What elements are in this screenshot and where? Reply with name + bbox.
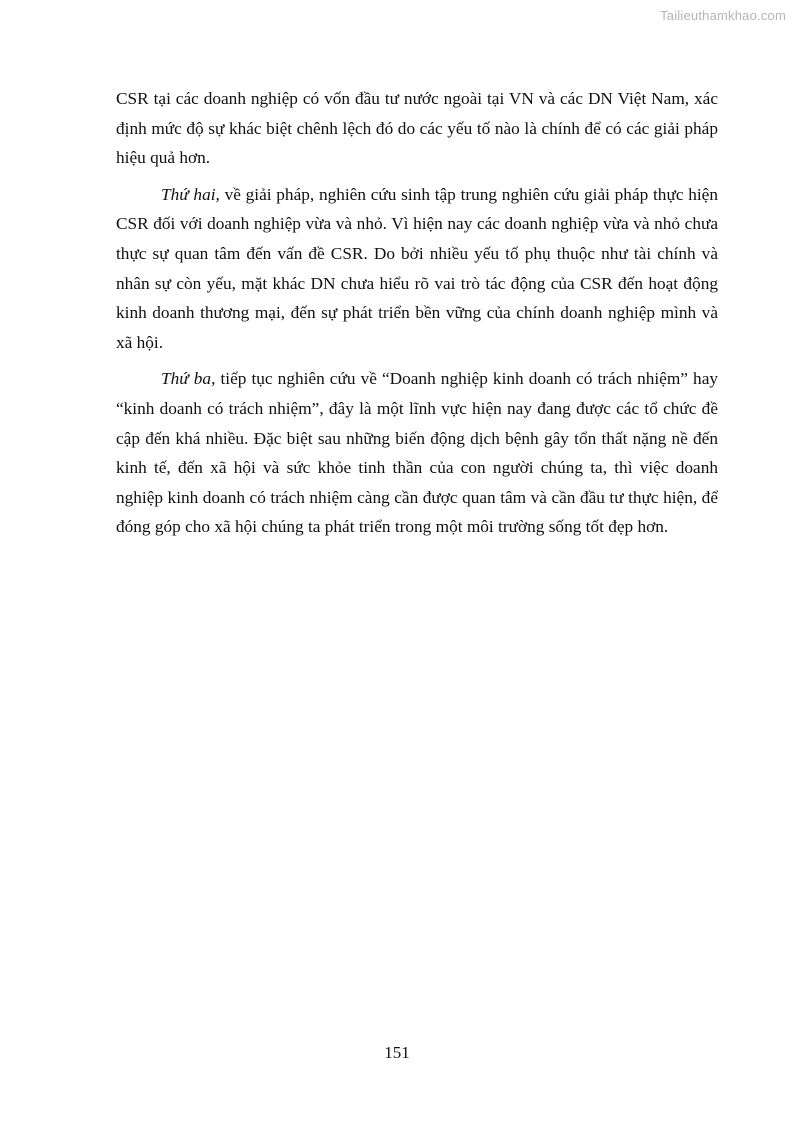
paragraph-text: CSR tại các doanh nghiệp có vốn đầu tư nước ngoài tại VN và các DN Việt Nam, xác định mức độ sự khác biệt chênh lệch đó do các yếu tố nào là chính để có các giải pháp hiệu quả hơn. — [116, 89, 718, 168]
paragraph-text: , tiếp tục nghiên cứu về “Doanh nghiệp kinh doanh có trách nhiệm” hay “kinh doanh có trách nhiệm”, đây là một lĩnh vực hiện nay đang được các tổ chức đề cập đến khá nhiều. Đặc biệt sau những biến động dịch bệnh gây tổn thất nặng nề đến kinh tế, đến xã hội và sức khỏe tinh thần của con người chúng ta, thì việc doanh nghiệp kinh doanh có trách nhiệm càng cần được quan tâm và cần đầu tư thực hiện, để đóng góp cho xã hội chúng ta phát triển trong một môi trường sống tốt đẹp hơn. — [116, 369, 719, 537]
paragraph-continuation — [116, 84, 718, 173]
paragraph-lead: Thứ ba — [161, 369, 212, 389]
paragraph-thu-ba — [116, 364, 718, 542]
paragraph-text: về giải pháp, nghiên cứu sinh tập trung nghiên cứu giải pháp thực hiện CSR đối với doanh nghiệp vừa và nhỏ. Vì hiện nay các doanh nghiệp vừa và nhỏ chưa thực sự quan tâm đến vấn đề CSR. Do bởi nhiều yếu tố phụ thuộc như tài chính và nhân sự còn yếu, mặt khác DN chưa hiểu rõ vai trò tác động của CSR đến hoạt động kinh doanh thương mại, đến sự phát triển bền vững của chính doanh nghiệp mình và xã hội. — [116, 184, 718, 352]
paragraph-thu-hai — [116, 180, 718, 358]
page-number: 151 — [384, 1043, 410, 1062]
paragraph-lead: Thứ hai, — [161, 184, 220, 204]
watermark: Tailieuthamkhao.com — [660, 8, 786, 23]
document-body — [116, 84, 718, 549]
